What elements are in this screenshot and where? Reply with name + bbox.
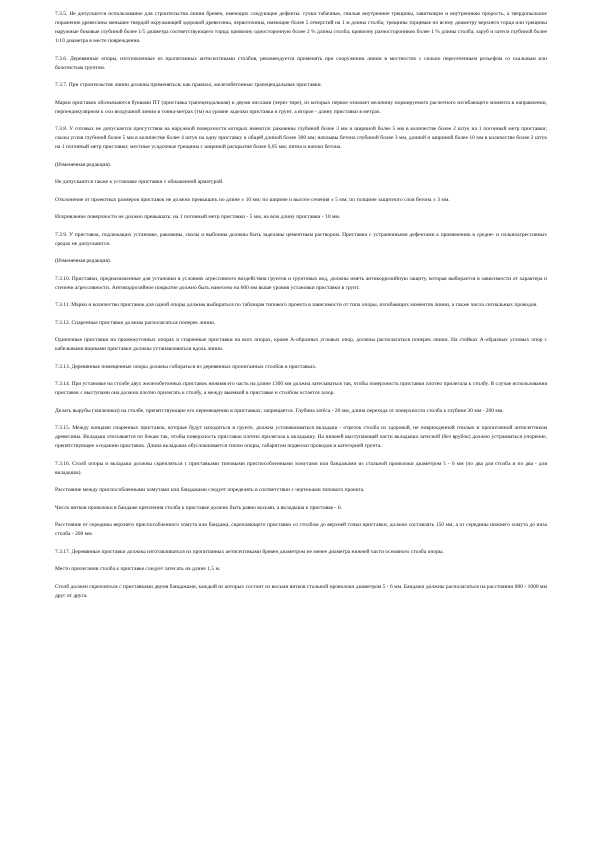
- paragraph-7-3-14: 7.3.14. При установке на столбе двух железобетонных приставок нижняя его часть на длине 1300 мм должна затесываться так, чтобы поверхность приставки плотно прилегала к столбу. В случае использования приставок с выступами она должна плотно прилегать к столбу, а между выемкой в приставке и столбом остается зазор.: [55, 381, 547, 396]
- paragraph-single-attachments: Одиночные приставки на промежуточных опорах и спаренные приставки на всех опорах, кроме А-образных угловых опор, должны располагаться поперек линии. На стойках А-образных угловых опор с кабельными ящиками приставки должны устанавливаться вдоль линии.: [55, 337, 547, 352]
- paragraph-wire-turns: Число витков проволоки в бандаже крепления столба к приставке должно быть равно восьми, а вкладыша к приставке - 6.: [55, 504, 342, 511]
- paragraph-7-3-10: 7.3.10. Приставки, предназначенные для установки в условиях агрессивного воздействия грунтов и грунтовых вод, должны иметь антикоррозийную защиту, которая выбирается в зависимости от характера и степени агрессивности. Антикоррозийное покрытие должно быть нанесено на 600 мм выше уровня установки приставки в грунт.: [55, 275, 547, 291]
- paragraph-7-3-16: 7.3.16. Столб опоры и вкладыш должны скрепляться с приставками типовыми приспособленными хомутами или бандажами из стальной проволоки диаметром 5 - 6 мм (по два для столба и по два - для вкладыша).: [55, 460, 547, 476]
- paragraph-clamp-spacing: Расстояние между приспособленными хомутами или бандажами следует определять в соответствии с чертежами типового проекта.: [55, 487, 365, 493]
- paragraph-7-3-5: 7.3.5. Не допускается использование для строительства линии бревен, имеющих следующие дефекты: сучки табачные, гнилые внутренние трещины, завитковую и внутреннюю прорость, а твердопыльное поражение древесины меньшее твердой окружающей здоровой древесины, червоточины, имеющие более 5 отверстий на 1 м длины столба; трещины торцевые по всему диаметру верхнего торца или трещины наружные боковые глубиной более 1/5 диаметра соответствующего торца; кривизну односторонную более 2 % длины столба; кривизну разностороннюю более 1 % длины столба; заруб и затеси глубиной более 1/10 диаметра в месте повреждения.: [55, 11, 547, 44]
- paragraph-revision-note: (Измененная редакция).: [55, 161, 112, 168]
- paragraph-7-3-9: 7.3.9. У приставок, подлежащих установке, раковины, сколы и выбоины должны быть заделаны цементным раствором. Приставки с устраненными дефектами к применению в средне- и сильноагрессивных средах не допускаются.: [55, 231, 547, 247]
- document-page: [55, 10, 547, 609]
- paragraph-7-3-11: 7.3.11. Марки и количество приставок для одной опоры должны выбираться по таблицам типового проекта в зависимости от типа опоры, изгибающих моментов линии, а также числа сигнальных проводов.: [55, 302, 538, 308]
- paragraph-7-3-13: 7.3.13. Деревянные помещенные опоры должны собираться из деревянных пропитанных столбов в приставках.: [55, 363, 317, 370]
- paragraph-revision-note: (Измененная редакция).: [55, 258, 112, 264]
- paragraph-7-3-15: 7.3.15. Между концами спаренных приставок, которые будут находиться в грунте, должна устанавливаться вкладыш - отрезок столба из здоровой, не поврежденной гнилью и пропитанной антисептиком древесины. Вкладыш отесывается по бокам так, чтобы поверхность приставок плотно прилегала к вкладышу. На нижней выступающей части вкладыша затесной (без врубок) должно устраиваться упорение, препятствующее оседанию приставок. Длина вкладыша обусловливается типом опоры, габаритом подвески проводов и категорией грунта.: [55, 425, 547, 449]
- paragraph-7-3-12: 7.3.12. Спаренные приставки должны располагаться поперек линии.: [55, 319, 216, 326]
- paragraph-exposed-rebar: Не допускаются также к установке приставки с обнаженной арматурой.: [55, 179, 224, 185]
- paragraph-7-3-17: 7.3.17. Деревянные приставки должны изготавливаться из пропитанных антисептиками бревен диаметром не менее диаметра нижней части основного столба опоры.: [55, 548, 444, 555]
- paragraph-7-3-8: 7.3.8. У готовых не допускается присутствия на наружной поверхности которых имеются: раковины глубиной более 3 мм и шириной более 5 мм в количестве более 2 штук на 1 погонный метр приставки; сколы углов глубиной более 5 мм в количестве более 4 штук на одну приставку и общей длиной более 300 мм; наплывы бетона глубиной более 3 мм, длиной и шириной более 10 мм в количестве более 2 штук на 1 погонный метр приставки; местные усадочные трещины с шириной раскрытия более 0,05 мм; пятна и натеки бетона.: [55, 126, 547, 150]
- paragraph-size-tolerance: Отклонение от проектных размеров приставок не должно превышать по длине ± 10 мм; по ширине и высоте сечения ± 5 мм; по толщине защитного слоя бетона ± 3 мм.: [55, 196, 450, 203]
- paragraph-marking: Марки приставок обозначаются буквами ПТ (приставка трапецеидальная) и двумя числами (через тире), из которых первое означает величину нормируемого расчетного изгибающего момента в направлении, перпендикулярном к оси воздушной линии в тонна-метрах (тм) на уровне заделки приставки в грунт, а второе - длину приставки в метрах.: [55, 99, 547, 115]
- paragraph-curvature: Искривление поверхности не должно превышать: на 1 погонный метр приставки - 5 мм, на всю длину приставки - 10 мм.: [55, 214, 341, 220]
- paragraph-7-3-7: 7.3.7. При строительстве линии должны применяться, как правило, железобетонные трапецеидальные приставки.: [55, 82, 322, 88]
- paragraph-hewing-length: Место прилегания столба к приставке следует затесать на длине 1,5 м.: [55, 566, 221, 572]
- paragraph-7-3-6: 7.3.6. Деревянные опоры, изготовленные из пропитанных антисептиками столбов, рекомендуется применять при сооружении линии в местностях с сильно пересеченным рельефом со скальным или болотистым грунтом.: [55, 55, 547, 71]
- paragraph-wire-bands: Столб должен скрепляться с приставками двумя бандажами, каждый из которых состоит из восьми витков стальной проволоки диаметром 5 - 6 мм. Бандажи должны располагаться на расстоянии 800 - 1000 мм друг от друга.: [55, 583, 547, 599]
- paragraph-notches: Делать вырубы (заплечики) на столбе, препятствующие его перемещению в приставках, запрещается. Глубина затёса - 20 мм, длина перехода от поверхности столба к глубине 30 мм - 200 мм.: [55, 407, 504, 414]
- paragraph-clamp-distance: Расстояние от середины верхнего приспособленного хомута или бандажа, скрепляющего приставки со столбом до верхней точки приставки, должно составлять 150 мм, а от середины нижнего хомута до низа столба - 200 мм.: [55, 522, 547, 537]
